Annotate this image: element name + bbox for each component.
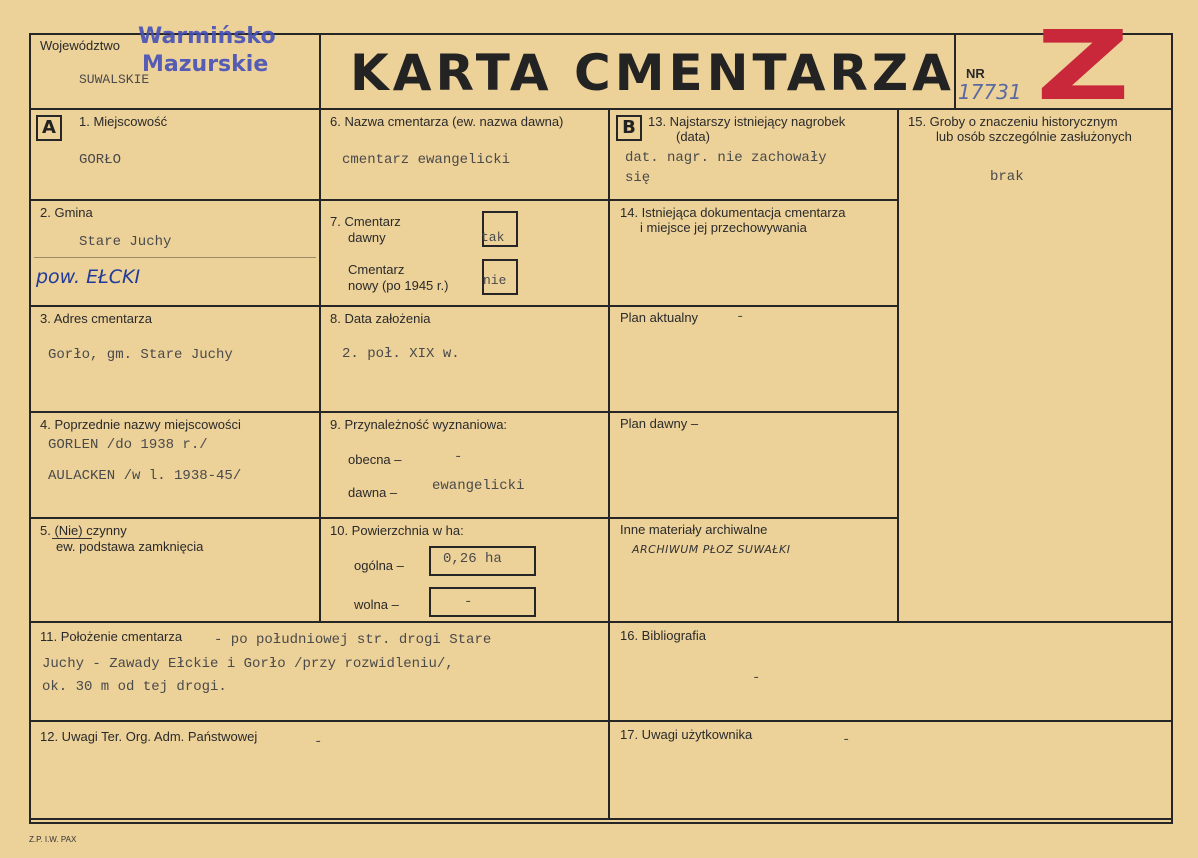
wolna-box: [429, 587, 536, 617]
polozenie-line-1: - po południowej str. drogi Stare: [214, 632, 492, 648]
inne-value: ARCHIWUM PŁOZ SUWAŁKI: [632, 543, 791, 556]
divider: [29, 720, 1173, 722]
bibliografia-label: 16. Bibliografia: [620, 628, 706, 643]
czynny-label-2: ew. podstawa zamknięcia: [56, 539, 204, 554]
plan-dawny-label: Plan dawny –: [620, 416, 699, 431]
nr-handwritten: 17731: [958, 80, 1022, 104]
plan-aktualny-label: Plan aktualny: [620, 310, 699, 325]
nagrobek-label-2: (data): [676, 129, 710, 144]
adres-label: 3. Adres cmentarza: [40, 311, 152, 326]
ogolna-label: ogólna –: [354, 558, 404, 573]
polozenie-label: 11. Położenie cmentarza: [40, 629, 183, 644]
divider: [29, 411, 898, 413]
gmina-underline: [34, 257, 316, 258]
divider: [608, 108, 610, 820]
divider: [29, 621, 1173, 623]
poprzednie-label: 4. Poprzednie nazwy miejscowości: [40, 417, 241, 432]
card-title: KARTA CMENTARZA: [350, 44, 955, 102]
dokumentacja-label-1: 14. Istniejąca dokumentacja cmentarza: [620, 205, 846, 220]
wojewodztwo-label: Województwo: [40, 38, 120, 53]
nr-label: NR: [966, 66, 985, 81]
section-a-letter: A: [36, 115, 62, 141]
czynny-label-1: 5. (Nie) czynny: [40, 523, 127, 538]
gmina-value: Stare Juchy: [79, 234, 172, 250]
printer-imprint: Z.P. I.W. PAX: [29, 835, 77, 844]
groby-label-1: 15. Groby o znaczeniu historycznym: [908, 114, 1118, 129]
nagrobek-value-1: dat. nagr. nie zachowały: [625, 150, 827, 166]
divider: [29, 305, 898, 307]
data-label: 8. Data założenia: [330, 311, 431, 326]
dawny-label-2: dawny: [348, 230, 386, 245]
nowy-label-2: nowy (po 1945 r.): [348, 278, 449, 293]
nagrobek-label-1: 13. Najstarszy istniejący nagrobek: [648, 114, 846, 129]
dokumentacja-label-2: i miejsce jej przechowywania: [640, 220, 807, 235]
nowy-box-value: nie: [483, 273, 507, 288]
section-b-letter: B: [616, 115, 642, 141]
nowy-label-1: Cmentarz: [348, 262, 405, 277]
groby-value: brak: [990, 169, 1024, 185]
dawny-box-value: tak: [481, 230, 505, 245]
stamp-line-1: Warmińsko: [138, 24, 276, 49]
nr-mark-z: Z: [1036, 10, 1130, 122]
groby-label-2: lub osób szczególnie zasłużonych: [936, 129, 1132, 144]
uwagi-uz-value: -: [842, 732, 851, 748]
nazwa-label: 6. Nazwa cmentarza (ew. nazwa dawna): [330, 114, 564, 129]
powierzchnia-label: 10. Powierzchnia w ha:: [330, 523, 464, 538]
data-value: 2. poł. XIX w.: [342, 346, 460, 362]
adres-value: Gorło, gm. Stare Juchy: [48, 347, 233, 363]
poprzednie-value-2: AULACKEN /w l. 1938-45/: [48, 468, 242, 484]
uwagi-uz-label: 17. Uwagi użytkownika: [620, 727, 753, 742]
wyznanie-label: 9. Przynależność wyznaniowa:: [330, 417, 508, 432]
wolna-value: -: [464, 594, 473, 610]
polozenie-line-2: Juchy - Zawady Ełckie i Gorło /przy rozwidleniu/,: [42, 656, 454, 672]
obecna-label: obecna –: [348, 452, 402, 467]
uwagi-ter-label: 12. Uwagi Ter. Org. Adm. Państwowej: [40, 729, 258, 744]
miejscowosc-label: 1. Miejscowość: [79, 114, 168, 129]
nazwa-value: cmentarz ewangelicki: [342, 152, 511, 168]
dawny-label-1: 7. Cmentarz: [330, 214, 401, 229]
bibliografia-value: -: [752, 670, 761, 686]
miejscowosc-value: GORŁO: [79, 152, 122, 168]
wojewodztwo-typed: SUWALSKIE: [79, 72, 150, 87]
poprzednie-value-1: GORLEN /do 1938 r./: [48, 437, 208, 453]
divider: [29, 818, 1173, 820]
uwagi-ter-value: -: [314, 734, 323, 750]
gmina-label: 2. Gmina: [40, 205, 93, 220]
wolna-label: wolna –: [354, 597, 399, 612]
obecna-value: -: [454, 449, 463, 465]
nagrobek-value-2: się: [625, 170, 651, 186]
divider: [29, 517, 898, 519]
dawna-value: ewangelicki: [432, 478, 525, 494]
divider: [319, 33, 321, 621]
stamp-line-2: Mazurskie: [142, 52, 269, 77]
dawna-label: dawna –: [348, 485, 398, 500]
divider: [897, 108, 899, 622]
inne-label: Inne materiały archiwalne: [620, 522, 768, 537]
polozenie-line-3: ok. 30 m od tej drogi.: [42, 679, 227, 695]
ogolna-value: 0,26 ha: [443, 551, 502, 567]
powiat-handwritten: pow. EŁCKI: [36, 266, 141, 288]
divider: [29, 199, 898, 201]
plan-aktualny-value: -: [736, 309, 745, 325]
divider: [29, 108, 1173, 110]
